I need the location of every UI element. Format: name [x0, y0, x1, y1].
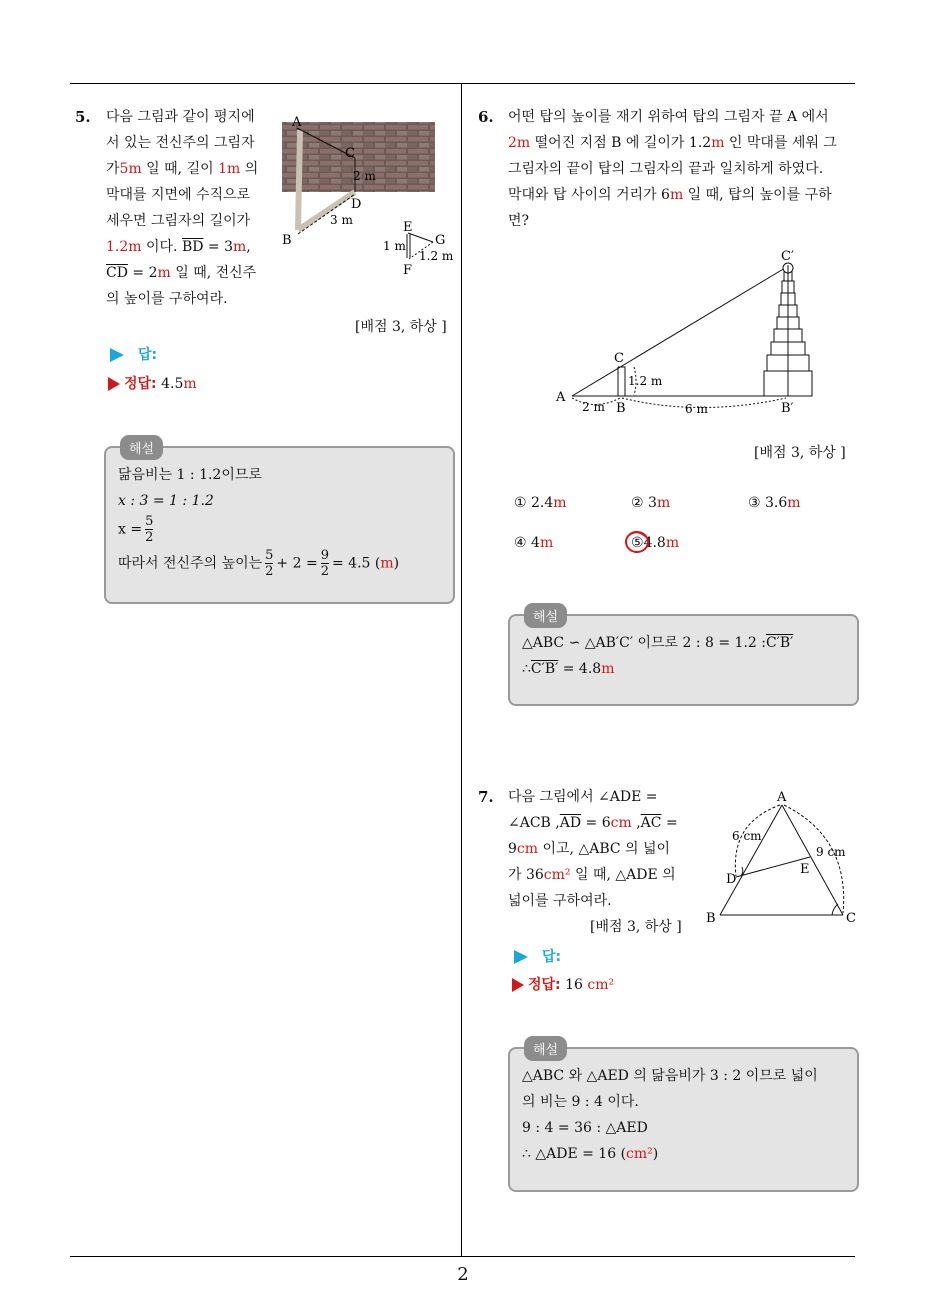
label-c: C: [345, 146, 355, 161]
header-rule: [70, 83, 855, 84]
page-number: 2: [457, 1264, 469, 1285]
label-a: A: [777, 790, 787, 805]
label-c: C: [846, 911, 856, 926]
play-icon: [110, 348, 124, 362]
q7-text: 다음 그림에서 ∠ADE = ∠ACB $,\overline{AD} = 6cm$ $,\overline{AC}$ = 9cm 이고, △ABC 의 넓이 가 36cm² 일 때, △ADE 의 넓이를 구하여라.: [508, 789, 678, 909]
q5-number: 5.: [75, 108, 91, 126]
label-bb: 6 m: [685, 402, 708, 416]
q7-solution-tab: 해설: [524, 1036, 567, 1061]
q6-option-5[interactable]: ⑤4.8m: [631, 535, 680, 551]
q6-solution-box: [508, 610, 859, 706]
q5-solution-tab: 해설: [120, 435, 163, 460]
label-e: E: [800, 862, 810, 877]
q6-figure: [550, 245, 830, 425]
label-d: D: [351, 197, 362, 212]
q6-solution-body: △ABC ∽ △AB′C′ 이므로 2 : 8 = 1.2 :C′B′ ∴C′B′ = 4.8m: [522, 635, 794, 677]
q5-correct-answer: 정답: 4.5m: [108, 373, 197, 393]
label-b: B: [706, 911, 716, 926]
q7-number: 7.: [478, 788, 494, 806]
q5-figure: [275, 112, 460, 282]
footer-rule: [70, 1256, 855, 1257]
q6-number: 6.: [478, 108, 494, 126]
label-e: E: [403, 220, 413, 235]
q6-option-2[interactable]: ② 3m: [631, 495, 671, 511]
label-d: D: [726, 872, 737, 887]
q7-solution-body: △ABC 와 △AED 의 닮음비가 3 : 2 이므로 넓이 의 비는 9 : 4 이다. 9 : 4 = 36 : △AED ∴ △ADE = 16 (cm²): [522, 1068, 818, 1162]
q7-score: [배점 3, 하상 ]: [590, 919, 682, 935]
q5-answer-label: 답:: [110, 344, 157, 364]
q5-score: [배점 3, 하상 ]: [355, 319, 447, 335]
label-bd: 3 m: [330, 213, 353, 227]
label-ad: 6 cm: [732, 829, 762, 843]
play-icon: [514, 950, 528, 964]
q6-option-1[interactable]: ① 2.4m: [514, 495, 567, 511]
play-outline-icon: [108, 377, 120, 391]
selected-answer-mark: [623, 529, 653, 555]
column-divider: [461, 83, 462, 1256]
q6-text: 어떤 탑의 높이를 재기 위하여 탑의 그림자 끝 A 에서 2m 떨어진 지점 B 에 길이가 1.2m 인 막대를 세워 그 그림자의 끝이 탑의 그림자의 끝과 일치하게 하였다. 막대와 탑 사이의 거리가 6m 일 때, 탑의 높이를 구하 면?: [508, 109, 837, 229]
q5-solution-box: [104, 442, 455, 604]
q7-solution-box: [508, 1043, 859, 1192]
q6-option-4[interactable]: ④ 4m: [514, 535, 554, 551]
label-b: B: [616, 401, 626, 416]
label-ac: 9 cm: [816, 845, 846, 859]
q7-correct-answer: 정답: 16 cm²: [512, 974, 614, 994]
label-a: A: [292, 115, 302, 130]
label-b-prime: B′: [781, 401, 794, 416]
q5-text: 다음 그림과 같이 평지에 서 있는 전신주의 그림자 가5m 일 때, 길이 1m 의 막대를 지면에 수직으로 세우면 그림자의 길이가 1.2m 이다. $\overline{BD} = 3m$, $\overline{CD} = 2m$ 일 때, 전신주 의 높이를 구하여라.: [106, 109, 259, 307]
label-ab: 2 m: [582, 400, 605, 414]
play-outline-icon: [512, 978, 524, 992]
label-g: G: [435, 233, 446, 248]
label-stick: 1 m: [383, 239, 406, 253]
label-f: F: [403, 263, 413, 278]
label-b: B: [282, 233, 292, 248]
q7-figure: [700, 788, 865, 933]
label-cb: 1.2 m: [628, 374, 663, 388]
label-a: A: [556, 390, 566, 405]
label-shadow: 1.2 m: [419, 249, 454, 263]
q6-score: [배점 3, 하상 ]: [754, 445, 846, 461]
q6-solution-tab: 해설: [524, 603, 567, 628]
pagoda-tower: [764, 263, 812, 396]
label-c: C: [614, 351, 624, 366]
label-cd: 2 m: [353, 169, 376, 183]
q6-option-3[interactable]: ③ 3.6m: [748, 495, 801, 511]
q5-solution-body: 닮음비는 1 : 1.2이므로 x : 3 = 1 : 1.2 x = $\frac{5}{2}$ 따라서 전신주의 높이는 $\frac{5}{2}$ + 2 = $\frac{9}{2}$ = 4.5 (m): [118, 467, 400, 579]
label-c-prime: C′: [781, 249, 794, 264]
q7-answer-label: 답:: [514, 946, 561, 966]
